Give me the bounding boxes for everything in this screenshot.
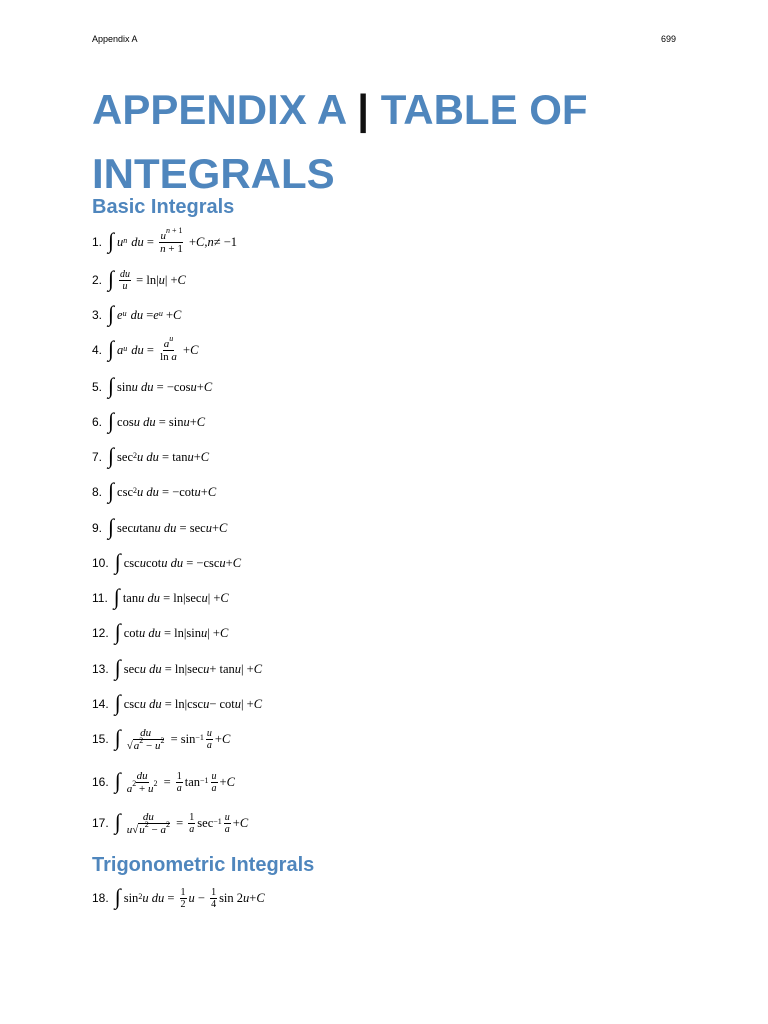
formula-13 <box>92 649 262 689</box>
formula-number: 13. <box>92 662 109 676</box>
section-heading-basic: Basic Integrals <box>92 196 235 218</box>
formula-12 <box>92 613 228 653</box>
formula-expression: ∫ cos u du = sin u + C <box>108 408 206 433</box>
formula-expression: ∫ sec $^2$ u du = tan u + C <box>108 443 210 468</box>
formula-number: 3. <box>92 308 103 322</box>
formula-expression: ∫ e $^u$ du = e $^u$ + C <box>108 301 182 326</box>
formula-number: 2. <box>92 273 103 287</box>
formula-8 <box>92 472 216 512</box>
formula-expression: ∫ sin u du = −cos u + C <box>108 373 213 398</box>
formula-number: 12. <box>92 626 109 640</box>
formula-number: 11. <box>92 591 108 605</box>
formula-number: 9. <box>92 521 103 535</box>
formula-expression: ∫ $\frac{du}{a^2 + u^2}$ = $\frac{1}{a}$ tan $^{-1}$ $\frac{u}{a}$ + C <box>114 768 235 795</box>
formula-expression: ∫ $\frac{du}{√a^2 - u^2}$ = sin $^{-1}$ $\frac{u}{a}$ + C <box>114 725 231 752</box>
formula-number: 4. <box>92 343 103 357</box>
formula-number: 5. <box>92 380 103 394</box>
formula-expression: ∫ u $^n$ du = $\frac{u^{n + 1}}{n + 1}$ + C , n ≠ −1 <box>108 225 238 255</box>
formula-10 <box>92 543 241 583</box>
formula-expression: ∫ sin $^2$ u du = $\frac{1}{2}$ u − $\frac{1}{4}$ sin 2 u + C <box>114 884 265 910</box>
formula-2 <box>92 260 186 300</box>
formula-7 <box>92 437 209 477</box>
formula-expression: ∫ a $^u$ du = $\frac{a^u}{\text{ln a}}$ + C <box>108 333 199 363</box>
formula-11 <box>92 578 229 618</box>
formula-3 <box>92 295 181 335</box>
formula-expression: ∫ $\frac{du}{u√u^2 - a^2}$ = $\frac{1}{a}$ sec $^{-1}$ $\frac{u}{a}$ + C <box>114 809 249 836</box>
formula-number: 14. <box>92 697 109 711</box>
formula-18 <box>92 878 265 918</box>
title-part-2: TABLE OF INTEGRALS <box>92 86 588 197</box>
formula-14 <box>92 684 262 724</box>
formula-17 <box>92 803 248 843</box>
formula-number: 17. <box>92 816 109 830</box>
formula-1 <box>92 222 237 262</box>
formula-expression: ∫ csc u du = ln|csc u − cot u | + C <box>114 690 263 715</box>
section-heading-trig: Trigonometric Integrals <box>92 854 315 876</box>
formula-15 <box>92 719 230 759</box>
formula-number: 6. <box>92 415 103 429</box>
title-separator: | <box>357 86 370 133</box>
formula-4 <box>92 330 198 370</box>
formula-number: 16. <box>92 775 109 789</box>
formula-number: 8. <box>92 485 103 499</box>
formula-number: 15. <box>92 732 109 746</box>
formula-number: 10. <box>92 556 109 570</box>
formula-expression: ∫ csc u cot u du = −csc u + C <box>114 549 242 574</box>
page-title <box>92 78 692 206</box>
formula-6 <box>92 402 205 442</box>
formula-number: 18. <box>92 891 109 905</box>
formula-16 <box>92 762 235 802</box>
formula-expression: ∫ cot u du = ln|sin u | + C <box>114 619 229 644</box>
running-header: Appendix A <box>92 34 138 44</box>
formula-expression: ∫ tan u du = ln|sec u | + C <box>113 584 229 609</box>
formula-expression: ∫ $\frac{du}{u}$ = ln| u | + C <box>108 266 186 292</box>
formula-9 <box>92 508 227 548</box>
formula-expression: ∫ sec u tan u du = sec u + C <box>108 514 228 539</box>
title-part-1: APPENDIX A <box>92 86 358 133</box>
formula-expression: ∫ sec u du = ln|sec u + tan u | + C <box>114 655 263 680</box>
formula-5 <box>92 367 212 407</box>
formula-expression: ∫ csc $^2$ u du = −cot u + C <box>108 478 217 503</box>
formula-number: 1. <box>92 235 103 249</box>
formula-number: 7. <box>92 450 103 464</box>
page-number: 699 <box>660 34 676 44</box>
